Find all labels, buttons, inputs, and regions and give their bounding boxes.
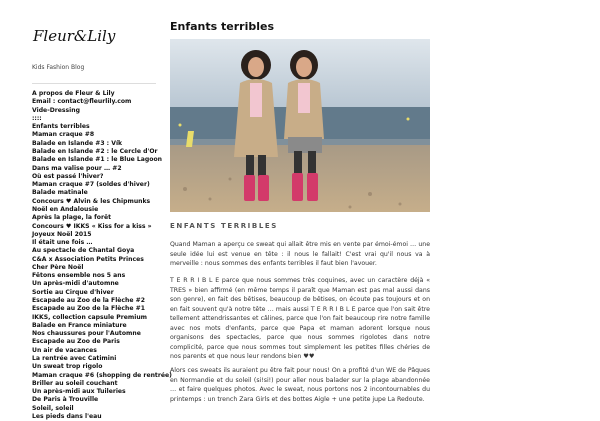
sidebar-item[interactable]: Maman craque #6 (shopping de rentrée) (32, 371, 172, 379)
sidebar-item[interactable]: Balade matinale (32, 189, 88, 197)
logo-wordmark (32, 16, 116, 56)
sidebar-item[interactable]: Maman craque #8 (32, 131, 95, 139)
site-logo[interactable] (32, 16, 116, 56)
sidebar-item[interactable]: Il était une fois … (32, 239, 93, 247)
sidebar-item[interactable]: Un sweat trop rigolo (32, 363, 103, 371)
site-tagline: Kids Fashion Blog (32, 64, 85, 71)
sidebar-item[interactable]: Balade en Islande #3 : Vík (32, 139, 123, 147)
post-paragraph-2: T E R R I B L E parce que nous sommes très coquines, avec un caractère déjà « TRES » bien affirmé (en même temps il paraît que Maman est pas mal aussi dans son genre), en fait des bêtises, beaucoup de bêtises, on écoute pas toujours et on en fait souvent qu'à notre tête … mais aussi T E R R I B L E parce que l'on sait être tellement attendrissantes et câlines, parce que l'on fait beaucoup rire notre famille avec nos mots d'enfants, parce que Papa et maman adorent lorsque nous organisons des spectacles, parce que nous sommes rigolotes dans notre complicité, parce que nous sommes tout simplement les petites filles chéries de nos parents et que nous leur rendons bien ♥♥ (170, 277, 430, 360)
sidebar-item[interactable]: Balade en Islande #1 : le Blue Lagoon (32, 156, 162, 164)
sidebar-item[interactable]: Un air de vacances (32, 346, 97, 354)
sidebar-item[interactable]: Après la plage, la forêt (32, 214, 111, 222)
post-photo (170, 39, 430, 212)
photo-scene (170, 39, 430, 212)
sidebar-item[interactable]: Où est passé l'hiver? (32, 172, 104, 180)
sidebar-item[interactable]: Un après-midi aux Tuileries (32, 388, 126, 396)
sidebar-divider (32, 83, 156, 84)
sidebar-item[interactable]: A propos de Fleur & Lily (32, 90, 115, 97)
sidebar-item[interactable]: IKKS, collection capsule Premium (32, 313, 148, 321)
sidebar-item[interactable]: Briller au soleil couchant (32, 379, 118, 387)
sidebar-item[interactable]: La rentrée avec Catimini (32, 355, 117, 362)
sidebar-item[interactable]: :::: (32, 114, 42, 122)
sidebar-item[interactable]: Maman craque #7 (soldes d'hiver) (32, 181, 150, 189)
sidebar-item[interactable]: Concours ♥ IKKS « Kiss for a kiss » (32, 222, 152, 230)
sidebar-item[interactable]: Enfants terribles (32, 123, 90, 131)
sidebar-item[interactable]: Balade en Islande #2 : le Cercle d'Or (32, 147, 158, 155)
sidebar-item[interactable]: Soleil, soleil (32, 404, 74, 412)
post-paragraph-3: Alors ces sweats ils auraient pu être fait pour nous! On a profité d'un WE de Pâques en Normandie et du soleil (si!si!) pour aller nous balader sur la plage abandonnée … et faire quelques photos. Avec le sweat, nous portons nos 2 incontournables du printemps : un trench Zara Girls et des bottes Aigle + une petite jupe La Redoute. (170, 367, 430, 403)
sidebar-item[interactable]: Sortie au Cirque d'hiver (32, 288, 114, 296)
sidebar-item[interactable]: Email : contact@fleurlily.com (32, 98, 132, 106)
post-paragraph-1: Quand Maman a aperçu ce sweat qui allait être mis en vente par émoi-émoi … une seule idée lui est venue en tête : il nous le fallait! C'est vrai qu'il nous va à merveille : nous sommes des enfants terribles il faut bien l'avouer. (170, 241, 430, 267)
sidebar-item[interactable]: Noël en Andalousie (32, 205, 99, 213)
sidebar-item[interactable]: Balade en France miniature (32, 321, 127, 329)
post-heading: ENFANTS TERRIBLES (170, 222, 278, 230)
post-title[interactable]: Enfants terribles (170, 20, 275, 33)
sidebar-item[interactable]: Escapade au Zoo de Paris (32, 338, 120, 346)
sidebar-item[interactable]: Cher Père Noël (32, 263, 84, 271)
sidebar-item[interactable]: Joyeux Noël 2015 (32, 230, 92, 238)
sidebar-item[interactable]: Les pieds dans l'eau (32, 412, 102, 420)
svg-text:Fleur&Lily: Fleur&Lily (33, 27, 116, 45)
sidebar-item[interactable]: Concours ♥ Alvin & les Chipmunks (32, 197, 151, 205)
sidebar-item[interactable]: Au spectacle de Chantal Goya (32, 247, 135, 255)
sidebar-item[interactable]: Dans ma valise pour … #2 (32, 164, 122, 172)
sidebar-item[interactable]: De Paris à Trouville (32, 396, 99, 404)
sidebar-item[interactable]: Nos chaussures pour l'Automne (32, 330, 141, 338)
sidebar-item[interactable]: C&A x Association Petits Princes (32, 255, 144, 263)
sidebar-item[interactable]: Escapade au Zoo de la Flèche #1 (32, 305, 145, 313)
sidebar-item[interactable]: Vide-Dressing (32, 106, 80, 114)
sidebar-nav (32, 90, 172, 421)
sidebar-item[interactable]: Fêtons ensemble nos 5 ans (32, 272, 126, 280)
sidebar-item[interactable]: Escapade au Zoo de la Flèche #2 (32, 297, 145, 305)
sidebar-item[interactable]: Un après-midi d'automne (32, 280, 119, 288)
